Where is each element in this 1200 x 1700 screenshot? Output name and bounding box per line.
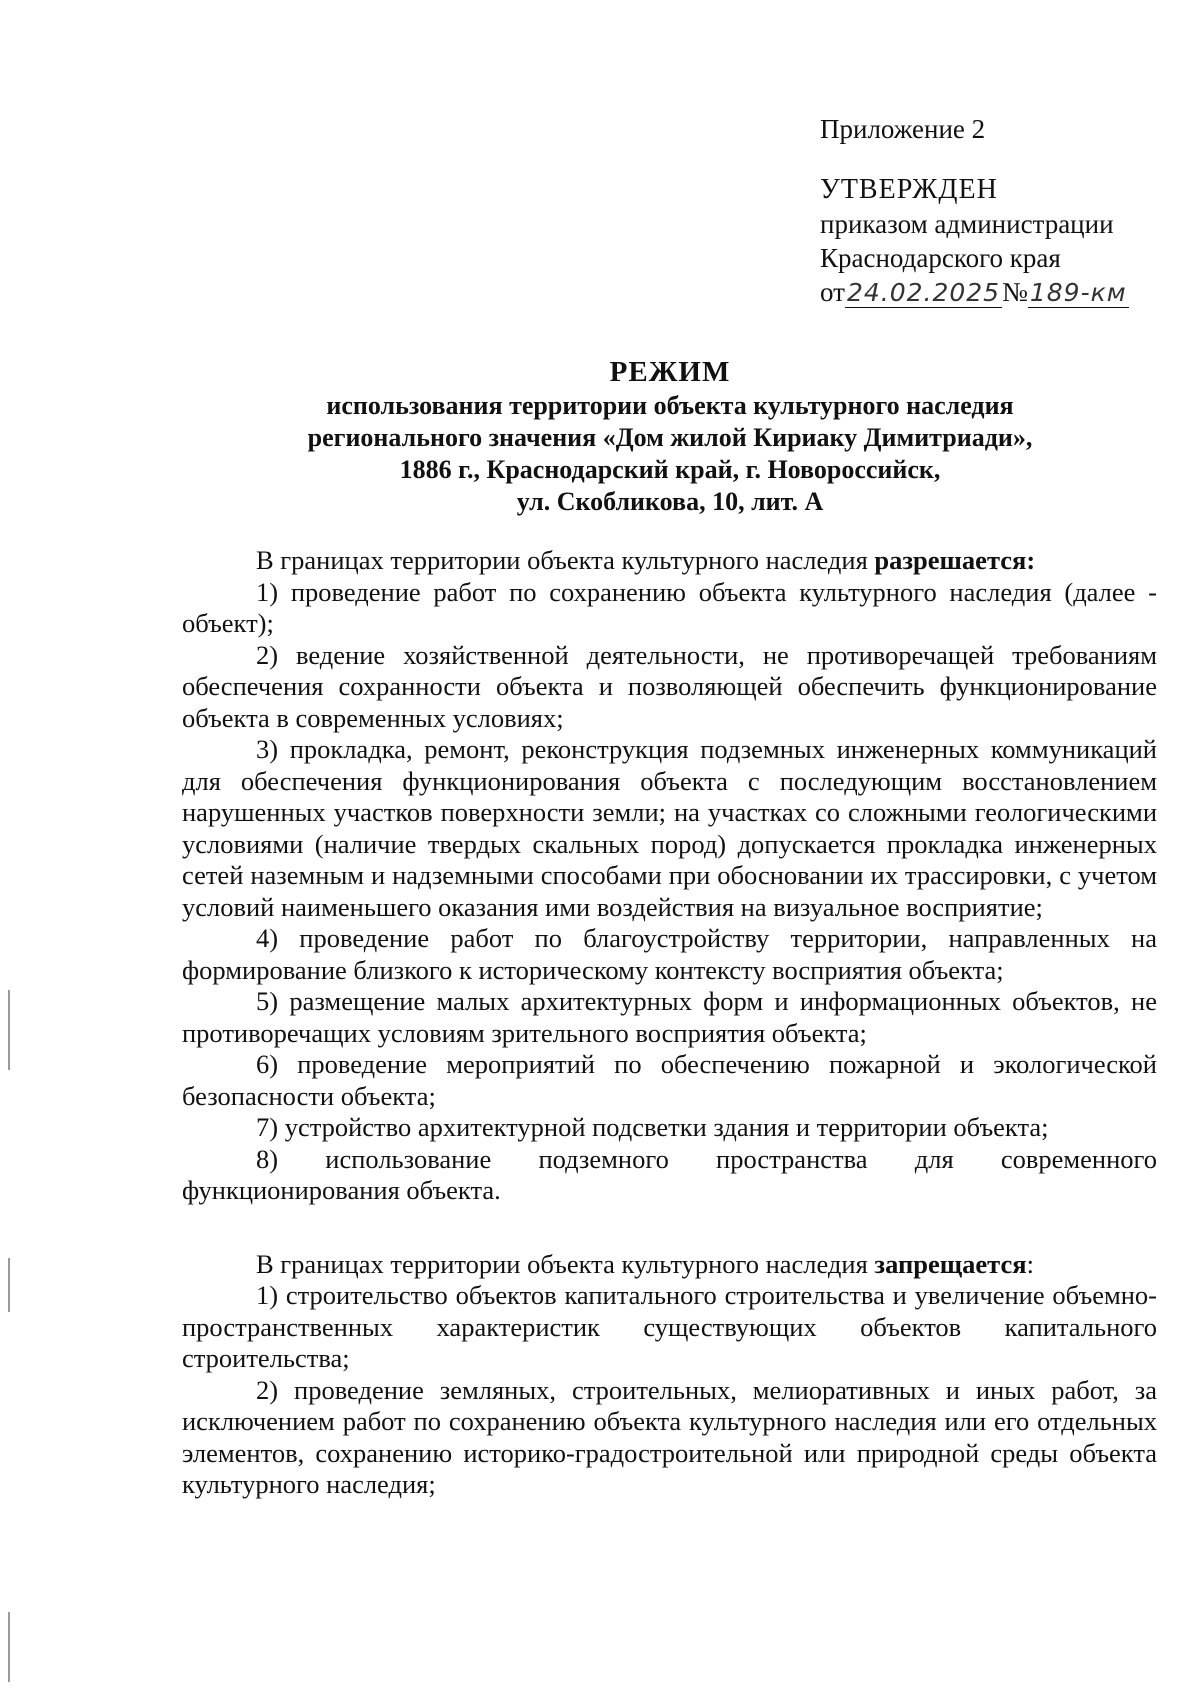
scan-margin-mark: [8, 990, 10, 1070]
handwritten-number: 189-км: [1029, 278, 1127, 307]
scan-margin-mark: [8, 1612, 10, 1682]
date-prefix: от: [820, 277, 845, 307]
prohibited-keyword: запрещается: [874, 1248, 1027, 1279]
handwritten-date: 24.02.2025: [846, 278, 1001, 307]
allowed-item: 2) ведение хозяйственной деятельности, не противоречащей требованиям обеспечения сохранности объекта и позволяющей обеспечить функционирование объекта в современных условиях;: [182, 639, 1157, 733]
allowed-item: 1) проведение работ по сохранению объекта культурного наследия (далее - объект);: [182, 576, 1157, 638]
document-body: [182, 545, 1157, 1501]
scan-margin-mark: [8, 1258, 10, 1312]
allowed-keyword: разрешается:: [874, 545, 1036, 575]
prohibited-intro: В границах территории объекта культурного наследия запрещается:: [256, 1248, 1034, 1279]
section-gap: [182, 1207, 1157, 1249]
title-line-4: ул. Скобликова, 10, лит. А: [516, 487, 824, 516]
allowed-item: 5) размещение малых архитектурных форм и информационных объектов, не противоречащих условиям зрительного восприятия объекта;: [182, 986, 1157, 1048]
title-line-3: 1886 г., Краснодарский край, г. Новороссийск,: [399, 455, 941, 484]
allowed-intro: В границах территории объекта культурного наследия разрешается:: [256, 545, 1036, 575]
allowed-item: 6) проведение мероприятий по обеспечению пожарной и экологической безопасности объекта;: [182, 1049, 1157, 1111]
prohibited-item: 1) строительство объектов капитального строительства и увеличение объемно-пространственных характеристик существующих объектов капитального строительства;: [182, 1280, 1157, 1373]
title-line-1: использования территории объекта культурного наследия: [326, 391, 1014, 420]
approval-line-2: Краснодарского края: [820, 243, 1061, 273]
allowed-item: 7) устройство архитектурной подсветки здания и территории объекта;: [256, 1112, 1049, 1142]
appendix-label: Приложение 2: [820, 114, 986, 144]
approval-date-line: [820, 275, 1180, 310]
approval-stamp-block: [820, 112, 1180, 310]
allowed-item: 4) проведение работ по благоустройству территории, направленных на формирование близкого к историческому контексту восприятия объекта;: [182, 923, 1157, 985]
approved-heading: УТВЕРЖДЕН: [820, 174, 998, 205]
number-prefix: №: [1002, 277, 1028, 307]
title-line-2: регионального значения «Дом жилой Кириаку Димитриади»,: [307, 423, 1033, 452]
prohibited-item: 2) проведение земляных, строительных, мелиоративных и иных работ, за исключением работ по сохранению объекта культурного наследия или его отдельных элементов, сохранению историко-градостроительной или природной среды объекта культурного наследия;: [182, 1374, 1157, 1499]
title-main: РЕЖИМ: [609, 356, 731, 388]
approval-line-1: приказом администрации: [820, 209, 1114, 239]
allowed-item: 8) использование подземного пространства для современного функционирования объекта.: [182, 1143, 1157, 1205]
document-title: [180, 356, 1160, 518]
allowed-item: 3) прокладка, ремонт, реконструкция подземных инженерных коммуникаций для обеспечения функционирования объекта с последующим восстановлением нарушенных участков поверхности земли; на участках со сложными геологическими условиями (наличие твердых скальных пород) допускается прокладка инженерных сетей наземным и надземными способами при обосновании их трассировки, с учетом условий наименьшего оказания ими воздействия на визуальное восприятие;: [182, 734, 1157, 922]
